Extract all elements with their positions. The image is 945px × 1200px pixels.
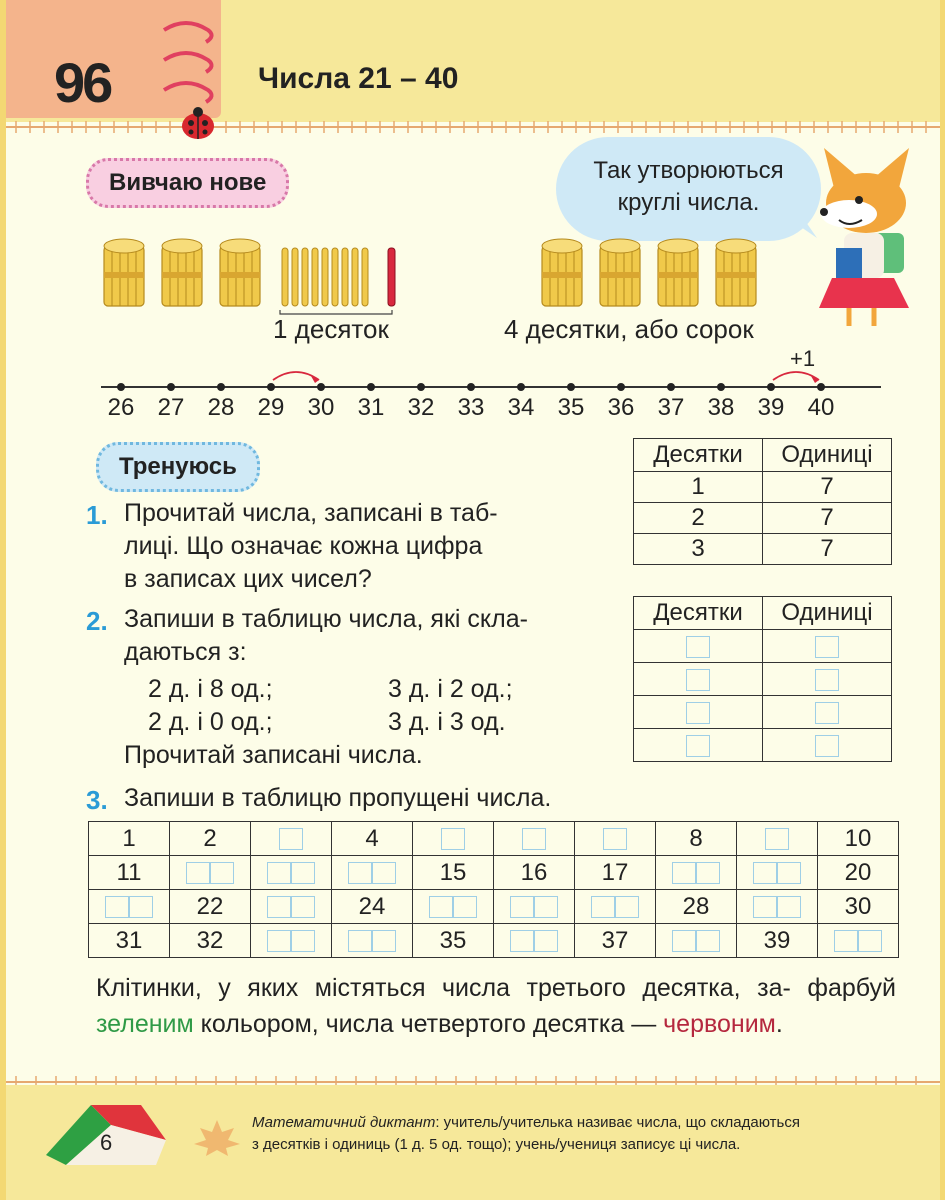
- answer-box[interactable]: [267, 862, 315, 884]
- answer-cell[interactable]: [763, 696, 892, 729]
- answer-box[interactable]: [348, 930, 396, 952]
- answer-cell[interactable]: [494, 924, 575, 958]
- answer-cell[interactable]: [251, 924, 332, 958]
- answer-box[interactable]: [765, 828, 789, 850]
- instruction-paragraph: [96, 970, 896, 1042]
- task-2-item: 2 д. і 0 од.;: [148, 708, 273, 736]
- task-2-line: даються з:: [124, 638, 247, 666]
- grid-cell: 11: [89, 856, 170, 890]
- table-cell: 7: [763, 472, 892, 503]
- answer-cell[interactable]: [634, 663, 763, 696]
- number-line-label: 36: [607, 394, 635, 421]
- task-number-3: 3.: [86, 785, 108, 815]
- answer-cell[interactable]: [413, 890, 494, 924]
- answer-box[interactable]: [815, 735, 839, 757]
- number-line-label: 38: [707, 394, 735, 421]
- answer-box[interactable]: [510, 896, 558, 918]
- fox-character-icon: [814, 148, 934, 328]
- plus-one-label: +1: [790, 346, 816, 371]
- bubble-line-2: круглі числа.: [617, 189, 760, 216]
- ladybug-icon: [176, 106, 220, 142]
- answer-box[interactable]: [441, 828, 465, 850]
- answer-cell[interactable]: [575, 890, 656, 924]
- grid-cell: 35: [413, 924, 494, 958]
- teacher-footnote: [252, 1112, 892, 1156]
- answer-cell[interactable]: [737, 822, 818, 856]
- number-line-label: 34: [507, 394, 535, 421]
- stick-bundle: [162, 239, 202, 306]
- answer-box[interactable]: [672, 862, 720, 884]
- number-line-label: 39: [757, 394, 785, 421]
- number-line-label: 33: [457, 394, 485, 421]
- answer-box[interactable]: [429, 896, 477, 918]
- answer-box[interactable]: [591, 896, 639, 918]
- task-1-text: [124, 497, 596, 596]
- task-number-1: 1.: [86, 500, 108, 530]
- answer-cell[interactable]: [763, 630, 892, 663]
- number-line-label: 30: [307, 394, 335, 421]
- maple-leaf-icon: [192, 1118, 242, 1158]
- answer-cell[interactable]: [494, 890, 575, 924]
- grid-cell: 30: [818, 890, 899, 924]
- instruction-text: фарбуй: [807, 974, 896, 1002]
- page-number: 96: [54, 51, 111, 114]
- answer-box[interactable]: [522, 828, 546, 850]
- answer-cell[interactable]: [251, 856, 332, 890]
- answer-box[interactable]: [510, 930, 558, 952]
- tens-units-table-filled: [633, 438, 892, 565]
- instruction-text: .: [775, 1010, 783, 1038]
- missing-numbers-grid: [88, 821, 899, 958]
- grid-cell: 4: [332, 822, 413, 856]
- answer-box[interactable]: [603, 828, 627, 850]
- answer-box[interactable]: [686, 735, 710, 757]
- number-line-label: 28: [207, 394, 235, 421]
- answer-cell[interactable]: [251, 822, 332, 856]
- task-2-item: 3 д. і 2 од.;: [388, 675, 513, 703]
- answer-cell[interactable]: [818, 924, 899, 958]
- answer-cell[interactable]: [763, 663, 892, 696]
- answer-cell[interactable]: [634, 630, 763, 663]
- stick-bundle: [600, 239, 640, 306]
- page-title: Числа 21 – 40: [258, 62, 459, 95]
- answer-cell[interactable]: [89, 890, 170, 924]
- answer-box[interactable]: [267, 930, 315, 952]
- answer-box[interactable]: [672, 930, 720, 952]
- red-word: червоним: [663, 1010, 776, 1038]
- table-cell: 3: [634, 534, 763, 565]
- grid-cell: 1: [89, 822, 170, 856]
- table-cell: 7: [763, 503, 892, 534]
- tens-units-table-empty: [633, 596, 892, 762]
- grid-cell: 16: [494, 856, 575, 890]
- stick-bundle: [542, 239, 582, 306]
- answer-box[interactable]: [105, 896, 153, 918]
- answer-box[interactable]: [815, 636, 839, 658]
- answer-cell[interactable]: [170, 856, 251, 890]
- answer-box[interactable]: [686, 702, 710, 724]
- number-line-label: 32: [407, 394, 435, 421]
- number-line-label: 40: [807, 394, 835, 421]
- answer-box[interactable]: [815, 669, 839, 691]
- answer-box[interactable]: [686, 669, 710, 691]
- task-3-text: Запиши в таблицю пропущені числа.: [124, 784, 552, 812]
- grid-cell: 24: [332, 890, 413, 924]
- answer-cell[interactable]: [332, 924, 413, 958]
- answer-box[interactable]: [186, 862, 234, 884]
- grid-cell: 17: [575, 856, 656, 890]
- footnote-label: Математичний диктант: [252, 1114, 436, 1131]
- answer-box[interactable]: [686, 636, 710, 658]
- green-word: зеленим: [96, 1010, 194, 1038]
- answer-cell[interactable]: [656, 856, 737, 890]
- answer-box[interactable]: [279, 828, 303, 850]
- grid-cell: 32: [170, 924, 251, 958]
- grid-row: [89, 924, 899, 958]
- footer-page-number: 6: [100, 1130, 113, 1155]
- label-one-ten: 1 десяток: [273, 314, 389, 344]
- stick-bundle: [104, 239, 144, 306]
- task-number-2: 2.: [86, 606, 108, 636]
- grid-cell: 2: [170, 822, 251, 856]
- grid-row: [89, 822, 899, 856]
- answer-cell[interactable]: [634, 729, 763, 762]
- grid-cell: 22: [170, 890, 251, 924]
- number-line-label: 31: [357, 394, 385, 421]
- number-line-label: 35: [557, 394, 585, 421]
- answer-cell[interactable]: [763, 729, 892, 762]
- bubble-line-1: Так утворюються: [593, 157, 784, 184]
- textbook-page: [6, 0, 940, 1200]
- loose-sticks: [282, 248, 395, 306]
- answer-box[interactable]: [348, 862, 396, 884]
- col-header-tens: Десятки: [634, 597, 763, 630]
- task-2-read-line: Прочитай записані числа.: [124, 741, 423, 769]
- answer-cell[interactable]: [634, 696, 763, 729]
- label-four-tens: 4 десятки, або сорок: [504, 314, 754, 344]
- grid-cell: 20: [818, 856, 899, 890]
- footnote-text: : учитель/учителька називає числа, що складаються: [435, 1114, 800, 1131]
- answer-cell[interactable]: [332, 856, 413, 890]
- task-1-line: лиці. Що означає кожна цифра: [124, 532, 483, 560]
- grid-cell: 15: [413, 856, 494, 890]
- answer-cell[interactable]: [737, 856, 818, 890]
- table-cell: 2: [634, 503, 763, 534]
- sticks-illustration: [96, 236, 796, 316]
- task-2-line: Запиши в таблицю числа, які скла-: [124, 605, 528, 633]
- answer-box[interactable]: [753, 896, 801, 918]
- stick-bundle: [716, 239, 756, 306]
- grid-row: [89, 890, 899, 924]
- col-header-tens: Десятки: [634, 439, 763, 472]
- grid-cell: 37: [575, 924, 656, 958]
- instruction-text: кольором, числа четвертого десятка —: [200, 1010, 657, 1038]
- answer-box[interactable]: [267, 896, 315, 918]
- number-line-label: 26: [107, 394, 135, 421]
- grid-cell: 10: [818, 822, 899, 856]
- col-header-units: Одиниці: [763, 439, 892, 472]
- task-2-item: 2 д. і 8 од.;: [148, 675, 273, 703]
- section-label-practice: Тренуюсь: [96, 442, 260, 492]
- stick-bundle: [220, 239, 260, 306]
- task-2-text: [124, 603, 596, 669]
- number-line-label: 37: [657, 394, 685, 421]
- answer-cell[interactable]: [494, 822, 575, 856]
- answer-cell[interactable]: [575, 822, 656, 856]
- task-1-line: Прочитай числа, записані в таб-: [124, 499, 498, 527]
- answer-box[interactable]: [815, 702, 839, 724]
- answer-cell[interactable]: [413, 822, 494, 856]
- stick-bundle: [658, 239, 698, 306]
- section-label-learn-new: Вивчаю нове: [86, 158, 289, 208]
- table-cell: 7: [763, 534, 892, 565]
- grid-row: [89, 856, 899, 890]
- footnote-text: з десятків і одиниць (1 д. 5 од. тощо); учень/учениця записує ці числа.: [252, 1136, 741, 1153]
- binder-rings-icon: [156, 20, 226, 110]
- task-2-item: 3 д. і 3 од.: [388, 708, 506, 736]
- answer-cell[interactable]: [737, 890, 818, 924]
- grid-cell: 31: [89, 924, 170, 958]
- answer-box[interactable]: [753, 862, 801, 884]
- task-1-line: в записах цих чисел?: [124, 565, 372, 593]
- answer-cell[interactable]: [656, 924, 737, 958]
- col-header-units: Одиниці: [763, 597, 892, 630]
- number-line-label: 27: [157, 394, 185, 421]
- answer-cell[interactable]: [251, 890, 332, 924]
- answer-box[interactable]: [834, 930, 882, 952]
- stitch-divider-top: [6, 120, 940, 134]
- table-cell: 1: [634, 472, 763, 503]
- number-line-label: 29: [257, 394, 285, 421]
- instruction-text: Клітинки, у яких містяться числа третього десятка, за-: [96, 974, 791, 1002]
- grid-cell: 39: [737, 924, 818, 958]
- grid-cell: 8: [656, 822, 737, 856]
- grid-cell: 28: [656, 890, 737, 924]
